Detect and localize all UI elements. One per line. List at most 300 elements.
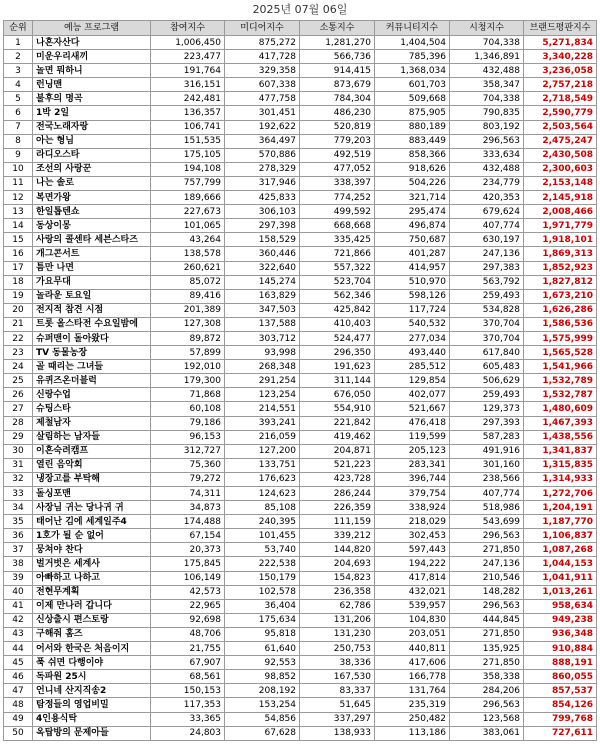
participation-cell: 179,300 — [151, 374, 225, 388]
program-name-cell: 살림하는 남자들 — [33, 430, 151, 444]
program-name-cell: 나혼자산다 — [33, 36, 151, 50]
rank-cell: 10 — [4, 162, 33, 176]
community-cell: 166,778 — [375, 670, 450, 684]
brand-index-cell: 727,611 — [524, 726, 597, 740]
participation-cell: 1,006,450 — [151, 36, 225, 50]
header-rank: 순위 — [4, 21, 33, 36]
communication-cell: 554,910 — [300, 402, 375, 416]
rank-cell: 40 — [4, 585, 33, 599]
communication-cell: 167,530 — [300, 670, 375, 684]
program-name-cell: 옥탑방의 문제아들 — [33, 726, 151, 740]
table-row — [4, 289, 597, 303]
community-cell: 203,051 — [375, 627, 450, 641]
participation-cell: 48,706 — [151, 627, 225, 641]
viewing-cell: 271,850 — [450, 543, 524, 557]
media-cell: 268,348 — [225, 360, 300, 374]
table-row — [4, 78, 597, 92]
viewing-cell: 297,393 — [450, 416, 524, 430]
program-name-cell: 독파원 25시 — [33, 670, 151, 684]
rank-cell: 17 — [4, 261, 33, 275]
community-cell: 119,599 — [375, 430, 450, 444]
viewing-cell: 296,563 — [450, 698, 524, 712]
community-cell: 117,724 — [375, 303, 450, 317]
media-cell: 176,623 — [225, 472, 300, 486]
program-name-cell: 사랑의 콜센타 세븐스타즈 — [33, 233, 151, 247]
brand-index-cell: 1,673,210 — [524, 289, 597, 303]
media-cell: 393,241 — [225, 416, 300, 430]
communication-cell: 335,425 — [300, 233, 375, 247]
viewing-cell: 679,624 — [450, 205, 524, 219]
media-cell: 240,395 — [225, 515, 300, 529]
viewing-cell: 506,629 — [450, 374, 524, 388]
media-cell: 93,998 — [225, 346, 300, 360]
participation-cell: 57,899 — [151, 346, 225, 360]
media-cell: 216,059 — [225, 430, 300, 444]
media-cell: 875,272 — [225, 36, 300, 50]
rank-cell: 6 — [4, 106, 33, 120]
communication-cell: 774,252 — [300, 191, 375, 205]
rank-cell: 26 — [4, 388, 33, 402]
media-cell: 145,274 — [225, 275, 300, 289]
program-name-cell: 1박 2일 — [33, 106, 151, 120]
program-name-cell: 런닝맨 — [33, 78, 151, 92]
viewing-cell: 370,704 — [450, 317, 524, 331]
community-cell: 235,319 — [375, 698, 450, 712]
participation-cell: 79,186 — [151, 416, 225, 430]
rank-cell: 42 — [4, 613, 33, 627]
media-cell: 124,623 — [225, 487, 300, 501]
brand-index-cell: 1,869,313 — [524, 247, 597, 261]
table-row — [4, 571, 597, 585]
header-program: 예능 프로그램 — [33, 21, 151, 36]
communication-cell: 154,823 — [300, 571, 375, 585]
rank-cell: 37 — [4, 543, 33, 557]
participation-cell: 60,108 — [151, 402, 225, 416]
communication-cell: 337,297 — [300, 712, 375, 726]
communication-cell: 111,159 — [300, 515, 375, 529]
brand-index-cell: 2,475,247 — [524, 134, 597, 148]
media-cell: 53,740 — [225, 543, 300, 557]
media-cell: 607,338 — [225, 78, 300, 92]
communication-cell: 221,842 — [300, 416, 375, 430]
community-cell: 396,744 — [375, 472, 450, 486]
communication-cell: 784,304 — [300, 92, 375, 106]
brand-index-cell: 2,145,918 — [524, 191, 597, 205]
viewing-cell: 432,488 — [450, 162, 524, 176]
participation-cell: 150,153 — [151, 684, 225, 698]
viewing-cell: 271,850 — [450, 656, 524, 670]
communication-cell: 236,358 — [300, 585, 375, 599]
media-cell: 347,503 — [225, 303, 300, 317]
community-cell: 285,512 — [375, 360, 450, 374]
community-cell: 295,474 — [375, 205, 450, 219]
table-row — [4, 92, 597, 106]
participation-cell: 22,965 — [151, 599, 225, 613]
communication-cell: 138,933 — [300, 726, 375, 740]
community-cell: 104,830 — [375, 613, 450, 627]
rank-cell: 50 — [4, 726, 33, 740]
communication-cell: 1,281,270 — [300, 36, 375, 50]
communication-cell: 131,206 — [300, 613, 375, 627]
brand-index-cell: 1,532,787 — [524, 388, 597, 402]
program-name-cell: 조선의 사랑꾼 — [33, 162, 151, 176]
communication-cell: 338,397 — [300, 176, 375, 190]
brand-index-cell: 1,575,999 — [524, 331, 597, 345]
communication-cell: 486,230 — [300, 106, 375, 120]
participation-cell: 33,365 — [151, 712, 225, 726]
rank-cell: 3 — [4, 64, 33, 78]
media-cell: 360,446 — [225, 247, 300, 261]
viewing-cell: 518,986 — [450, 501, 524, 515]
brand-index-cell: 1,204,191 — [524, 501, 597, 515]
rank-cell: 47 — [4, 684, 33, 698]
header-brand-index: 브랜드평판지수 — [524, 21, 597, 36]
table-row — [4, 599, 597, 613]
table-row — [4, 515, 597, 529]
community-cell: 277,034 — [375, 331, 450, 345]
viewing-cell: 129,373 — [450, 402, 524, 416]
brand-index-cell: 888,191 — [524, 656, 597, 670]
community-cell: 597,443 — [375, 543, 450, 557]
rank-cell: 22 — [4, 331, 33, 345]
participation-cell: 67,907 — [151, 656, 225, 670]
viewing-cell: 432,488 — [450, 64, 524, 78]
communication-cell: 779,203 — [300, 134, 375, 148]
community-cell: 880,189 — [375, 120, 450, 134]
table-row — [4, 106, 597, 120]
rank-cell: 35 — [4, 515, 33, 529]
table-row — [4, 360, 597, 374]
program-name-cell: 아는 형님 — [33, 134, 151, 148]
table-row — [4, 219, 597, 233]
viewing-cell: 333,634 — [450, 148, 524, 162]
brand-index-cell: 3,340,228 — [524, 50, 597, 64]
brand-index-cell: 1,438,556 — [524, 430, 597, 444]
community-cell: 131,764 — [375, 684, 450, 698]
rank-cell: 2 — [4, 50, 33, 64]
viewing-cell: 1,346,891 — [450, 50, 524, 64]
community-cell: 750,687 — [375, 233, 450, 247]
communication-cell: 523,704 — [300, 275, 375, 289]
communication-cell: 410,403 — [300, 317, 375, 331]
program-name-cell: 전현무계획 — [33, 585, 151, 599]
viewing-cell: 491,916 — [450, 444, 524, 458]
table-row — [4, 416, 597, 430]
participation-cell: 106,149 — [151, 571, 225, 585]
program-name-cell: 열린 음악회 — [33, 458, 151, 472]
rank-cell: 5 — [4, 92, 33, 106]
program-name-cell: 탐정들의 영업비밀 — [33, 698, 151, 712]
viewing-cell: 617,840 — [450, 346, 524, 360]
participation-cell: 67,154 — [151, 529, 225, 543]
participation-cell: 75,360 — [151, 458, 225, 472]
rank-cell: 25 — [4, 374, 33, 388]
viewing-cell: 296,563 — [450, 529, 524, 543]
program-name-cell: 신랑수업 — [33, 388, 151, 402]
media-cell: 208,192 — [225, 684, 300, 698]
media-cell: 102,578 — [225, 585, 300, 599]
viewing-cell: 563,792 — [450, 275, 524, 289]
header-viewing: 시청지수 — [450, 21, 524, 36]
community-cell: 1,368,034 — [375, 64, 450, 78]
brand-index-cell: 2,008,466 — [524, 205, 597, 219]
participation-cell: 151,535 — [151, 134, 225, 148]
community-cell: 493,440 — [375, 346, 450, 360]
participation-cell: 42,573 — [151, 585, 225, 599]
rank-cell: 45 — [4, 656, 33, 670]
community-cell: 785,396 — [375, 50, 450, 64]
media-cell: 306,103 — [225, 205, 300, 219]
communication-cell: 873,679 — [300, 78, 375, 92]
table-row — [4, 402, 597, 416]
header-media: 미디어지수 — [225, 21, 300, 36]
table-row — [4, 162, 597, 176]
media-cell: 61,640 — [225, 642, 300, 656]
viewing-cell: 296,563 — [450, 599, 524, 613]
rank-cell: 29 — [4, 430, 33, 444]
table-row — [4, 134, 597, 148]
media-cell: 297,398 — [225, 219, 300, 233]
header-communication: 소통지수 — [300, 21, 375, 36]
table-row — [4, 557, 597, 571]
viewing-cell: 301,160 — [450, 458, 524, 472]
table-row — [4, 205, 597, 219]
media-cell: 36,404 — [225, 599, 300, 613]
participation-cell: 175,845 — [151, 557, 225, 571]
brand-index-cell: 2,153,148 — [524, 176, 597, 190]
table-body — [4, 36, 597, 741]
brand-index-cell: 1,087,268 — [524, 543, 597, 557]
table-row — [4, 261, 597, 275]
table-row — [4, 331, 597, 345]
header-community: 커뮤니티지수 — [375, 21, 450, 36]
viewing-cell: 234,779 — [450, 176, 524, 190]
table-row — [4, 712, 597, 726]
participation-cell: 138,578 — [151, 247, 225, 261]
table-row — [4, 346, 597, 360]
communication-cell: 521,223 — [300, 458, 375, 472]
viewing-cell: 444,845 — [450, 613, 524, 627]
program-name-cell: TV 동물농장 — [33, 346, 151, 360]
table-row — [4, 585, 597, 599]
communication-cell: 721,866 — [300, 247, 375, 261]
brand-index-cell: 857,537 — [524, 684, 597, 698]
participation-cell: 312,727 — [151, 444, 225, 458]
viewing-cell: 358,338 — [450, 670, 524, 684]
media-cell: 150,179 — [225, 571, 300, 585]
viewing-cell: 148,282 — [450, 585, 524, 599]
communication-cell: 191,623 — [300, 360, 375, 374]
table-row — [4, 458, 597, 472]
table-row — [4, 487, 597, 501]
brand-index-cell: 1,586,536 — [524, 317, 597, 331]
participation-cell: 175,105 — [151, 148, 225, 162]
brand-reputation-table — [3, 20, 597, 741]
viewing-cell: 543,699 — [450, 515, 524, 529]
participation-cell: 24,803 — [151, 726, 225, 740]
community-cell: 883,449 — [375, 134, 450, 148]
community-cell: 521,667 — [375, 402, 450, 416]
table-row — [4, 670, 597, 684]
program-name-cell: 놀면 뭐하니 — [33, 64, 151, 78]
viewing-cell: 247,136 — [450, 247, 524, 261]
communication-cell: 562,346 — [300, 289, 375, 303]
communication-cell: 311,144 — [300, 374, 375, 388]
community-cell: 205,123 — [375, 444, 450, 458]
rank-cell: 24 — [4, 360, 33, 374]
communication-cell: 492,519 — [300, 148, 375, 162]
participation-cell: 85,072 — [151, 275, 225, 289]
program-name-cell: 돌싱포맨 — [33, 487, 151, 501]
media-cell: 175,634 — [225, 613, 300, 627]
program-name-cell: 트롯 올스타전 수요일밤에 — [33, 317, 151, 331]
brand-index-cell: 949,238 — [524, 613, 597, 627]
communication-cell: 144,820 — [300, 543, 375, 557]
community-cell: 338,924 — [375, 501, 450, 515]
viewing-cell: 587,283 — [450, 430, 524, 444]
viewing-cell: 407,774 — [450, 219, 524, 233]
participation-cell: 194,108 — [151, 162, 225, 176]
table-row — [4, 148, 597, 162]
media-cell: 158,529 — [225, 233, 300, 247]
brand-index-cell: 1,315,835 — [524, 458, 597, 472]
community-cell: 194,222 — [375, 557, 450, 571]
participation-cell: 20,373 — [151, 543, 225, 557]
viewing-cell: 238,566 — [450, 472, 524, 486]
media-cell: 67,628 — [225, 726, 300, 740]
program-name-cell: 뭉쳐야 찬다 — [33, 543, 151, 557]
table-row — [4, 726, 597, 740]
community-cell: 496,874 — [375, 219, 450, 233]
brand-index-cell: 799,768 — [524, 712, 597, 726]
community-cell: 598,126 — [375, 289, 450, 303]
brand-index-cell: 1,013,261 — [524, 585, 597, 599]
program-name-cell: 신상출시 편스토랑 — [33, 613, 151, 627]
program-name-cell: 사장님 귀는 당나귀 귀 — [33, 501, 151, 515]
media-cell: 127,200 — [225, 444, 300, 458]
communication-cell: 524,477 — [300, 331, 375, 345]
participation-cell: 68,561 — [151, 670, 225, 684]
communication-cell: 520,819 — [300, 120, 375, 134]
rank-cell: 49 — [4, 712, 33, 726]
brand-index-cell: 1,314,933 — [524, 472, 597, 486]
media-cell: 123,254 — [225, 388, 300, 402]
community-cell: 432,021 — [375, 585, 450, 599]
media-cell: 364,497 — [225, 134, 300, 148]
table-row — [4, 50, 597, 64]
media-cell: 214,551 — [225, 402, 300, 416]
rank-cell: 46 — [4, 670, 33, 684]
community-cell: 510,970 — [375, 275, 450, 289]
rank-cell: 7 — [4, 120, 33, 134]
viewing-cell: 123,568 — [450, 712, 524, 726]
program-name-cell: 태어난 김에 세계일주4 — [33, 515, 151, 529]
participation-cell: 242,481 — [151, 92, 225, 106]
program-name-cell: 언니네 산지직송2 — [33, 684, 151, 698]
communication-cell: 286,244 — [300, 487, 375, 501]
program-name-cell: 개그콘서트 — [33, 247, 151, 261]
viewing-cell: 605,483 — [450, 360, 524, 374]
media-cell: 417,728 — [225, 50, 300, 64]
rank-cell: 43 — [4, 627, 33, 641]
participation-cell: 101,065 — [151, 219, 225, 233]
participation-cell: 192,010 — [151, 360, 225, 374]
table-row — [4, 613, 597, 627]
program-name-cell: 제철남자 — [33, 416, 151, 430]
viewing-cell: 420,353 — [450, 191, 524, 205]
brand-index-cell: 958,634 — [524, 599, 597, 613]
brand-index-cell: 1,467,393 — [524, 416, 597, 430]
brand-index-cell: 1,971,779 — [524, 219, 597, 233]
community-cell: 129,854 — [375, 374, 450, 388]
program-name-cell: 어서와 한국은 처음이지 — [33, 642, 151, 656]
program-name-cell: 전국노래자랑 — [33, 120, 151, 134]
table-header-row — [4, 21, 597, 36]
media-cell: 133,751 — [225, 458, 300, 472]
rank-cell: 8 — [4, 134, 33, 148]
community-cell: 476,418 — [375, 416, 450, 430]
brand-index-cell: 2,757,218 — [524, 78, 597, 92]
brand-index-cell: 1,565,528 — [524, 346, 597, 360]
program-name-cell: 틈만 나면 — [33, 261, 151, 275]
participation-cell: 92,698 — [151, 613, 225, 627]
media-cell: 317,946 — [225, 176, 300, 190]
program-name-cell: 이혼숙려캠프 — [33, 444, 151, 458]
brand-index-cell: 1,480,609 — [524, 402, 597, 416]
rank-cell: 12 — [4, 191, 33, 205]
rank-cell: 28 — [4, 416, 33, 430]
media-cell: 153,254 — [225, 698, 300, 712]
rank-cell: 44 — [4, 642, 33, 656]
table-row — [4, 529, 597, 543]
media-cell: 477,758 — [225, 92, 300, 106]
communication-cell: 419,462 — [300, 430, 375, 444]
communication-cell: 226,359 — [300, 501, 375, 515]
media-cell: 137,588 — [225, 317, 300, 331]
report-date: 2025년 07월 06일 — [252, 3, 348, 16]
communication-cell: 131,230 — [300, 627, 375, 641]
viewing-cell: 297,383 — [450, 261, 524, 275]
communication-cell: 914,415 — [300, 64, 375, 78]
program-name-cell: 라디오스타 — [33, 148, 151, 162]
rank-cell: 16 — [4, 247, 33, 261]
community-cell: 417,814 — [375, 571, 450, 585]
brand-index-cell: 936,348 — [524, 627, 597, 641]
brand-index-cell: 1,341,837 — [524, 444, 597, 458]
table-row — [4, 233, 597, 247]
participation-cell: 189,666 — [151, 191, 225, 205]
community-cell: 540,532 — [375, 317, 450, 331]
community-cell: 417,606 — [375, 656, 450, 670]
community-cell: 918,626 — [375, 162, 450, 176]
rank-cell: 36 — [4, 529, 33, 543]
media-cell: 92,553 — [225, 656, 300, 670]
rank-cell: 11 — [4, 176, 33, 190]
brand-index-cell: 3,236,058 — [524, 64, 597, 78]
communication-cell: 339,212 — [300, 529, 375, 543]
community-cell: 858,366 — [375, 148, 450, 162]
community-cell: 379,754 — [375, 487, 450, 501]
participation-cell: 79,272 — [151, 472, 225, 486]
brand-index-cell: 1,626,286 — [524, 303, 597, 317]
table-row — [4, 698, 597, 712]
program-name-cell: 4인용식탁 — [33, 712, 151, 726]
brand-index-cell: 1,044,153 — [524, 557, 597, 571]
program-name-cell: 구해줘 홈즈 — [33, 627, 151, 641]
rank-cell: 33 — [4, 487, 33, 501]
program-name-cell: 전지적 참견 시점 — [33, 303, 151, 317]
program-name-cell: 벌거벗은 세계사 — [33, 557, 151, 571]
